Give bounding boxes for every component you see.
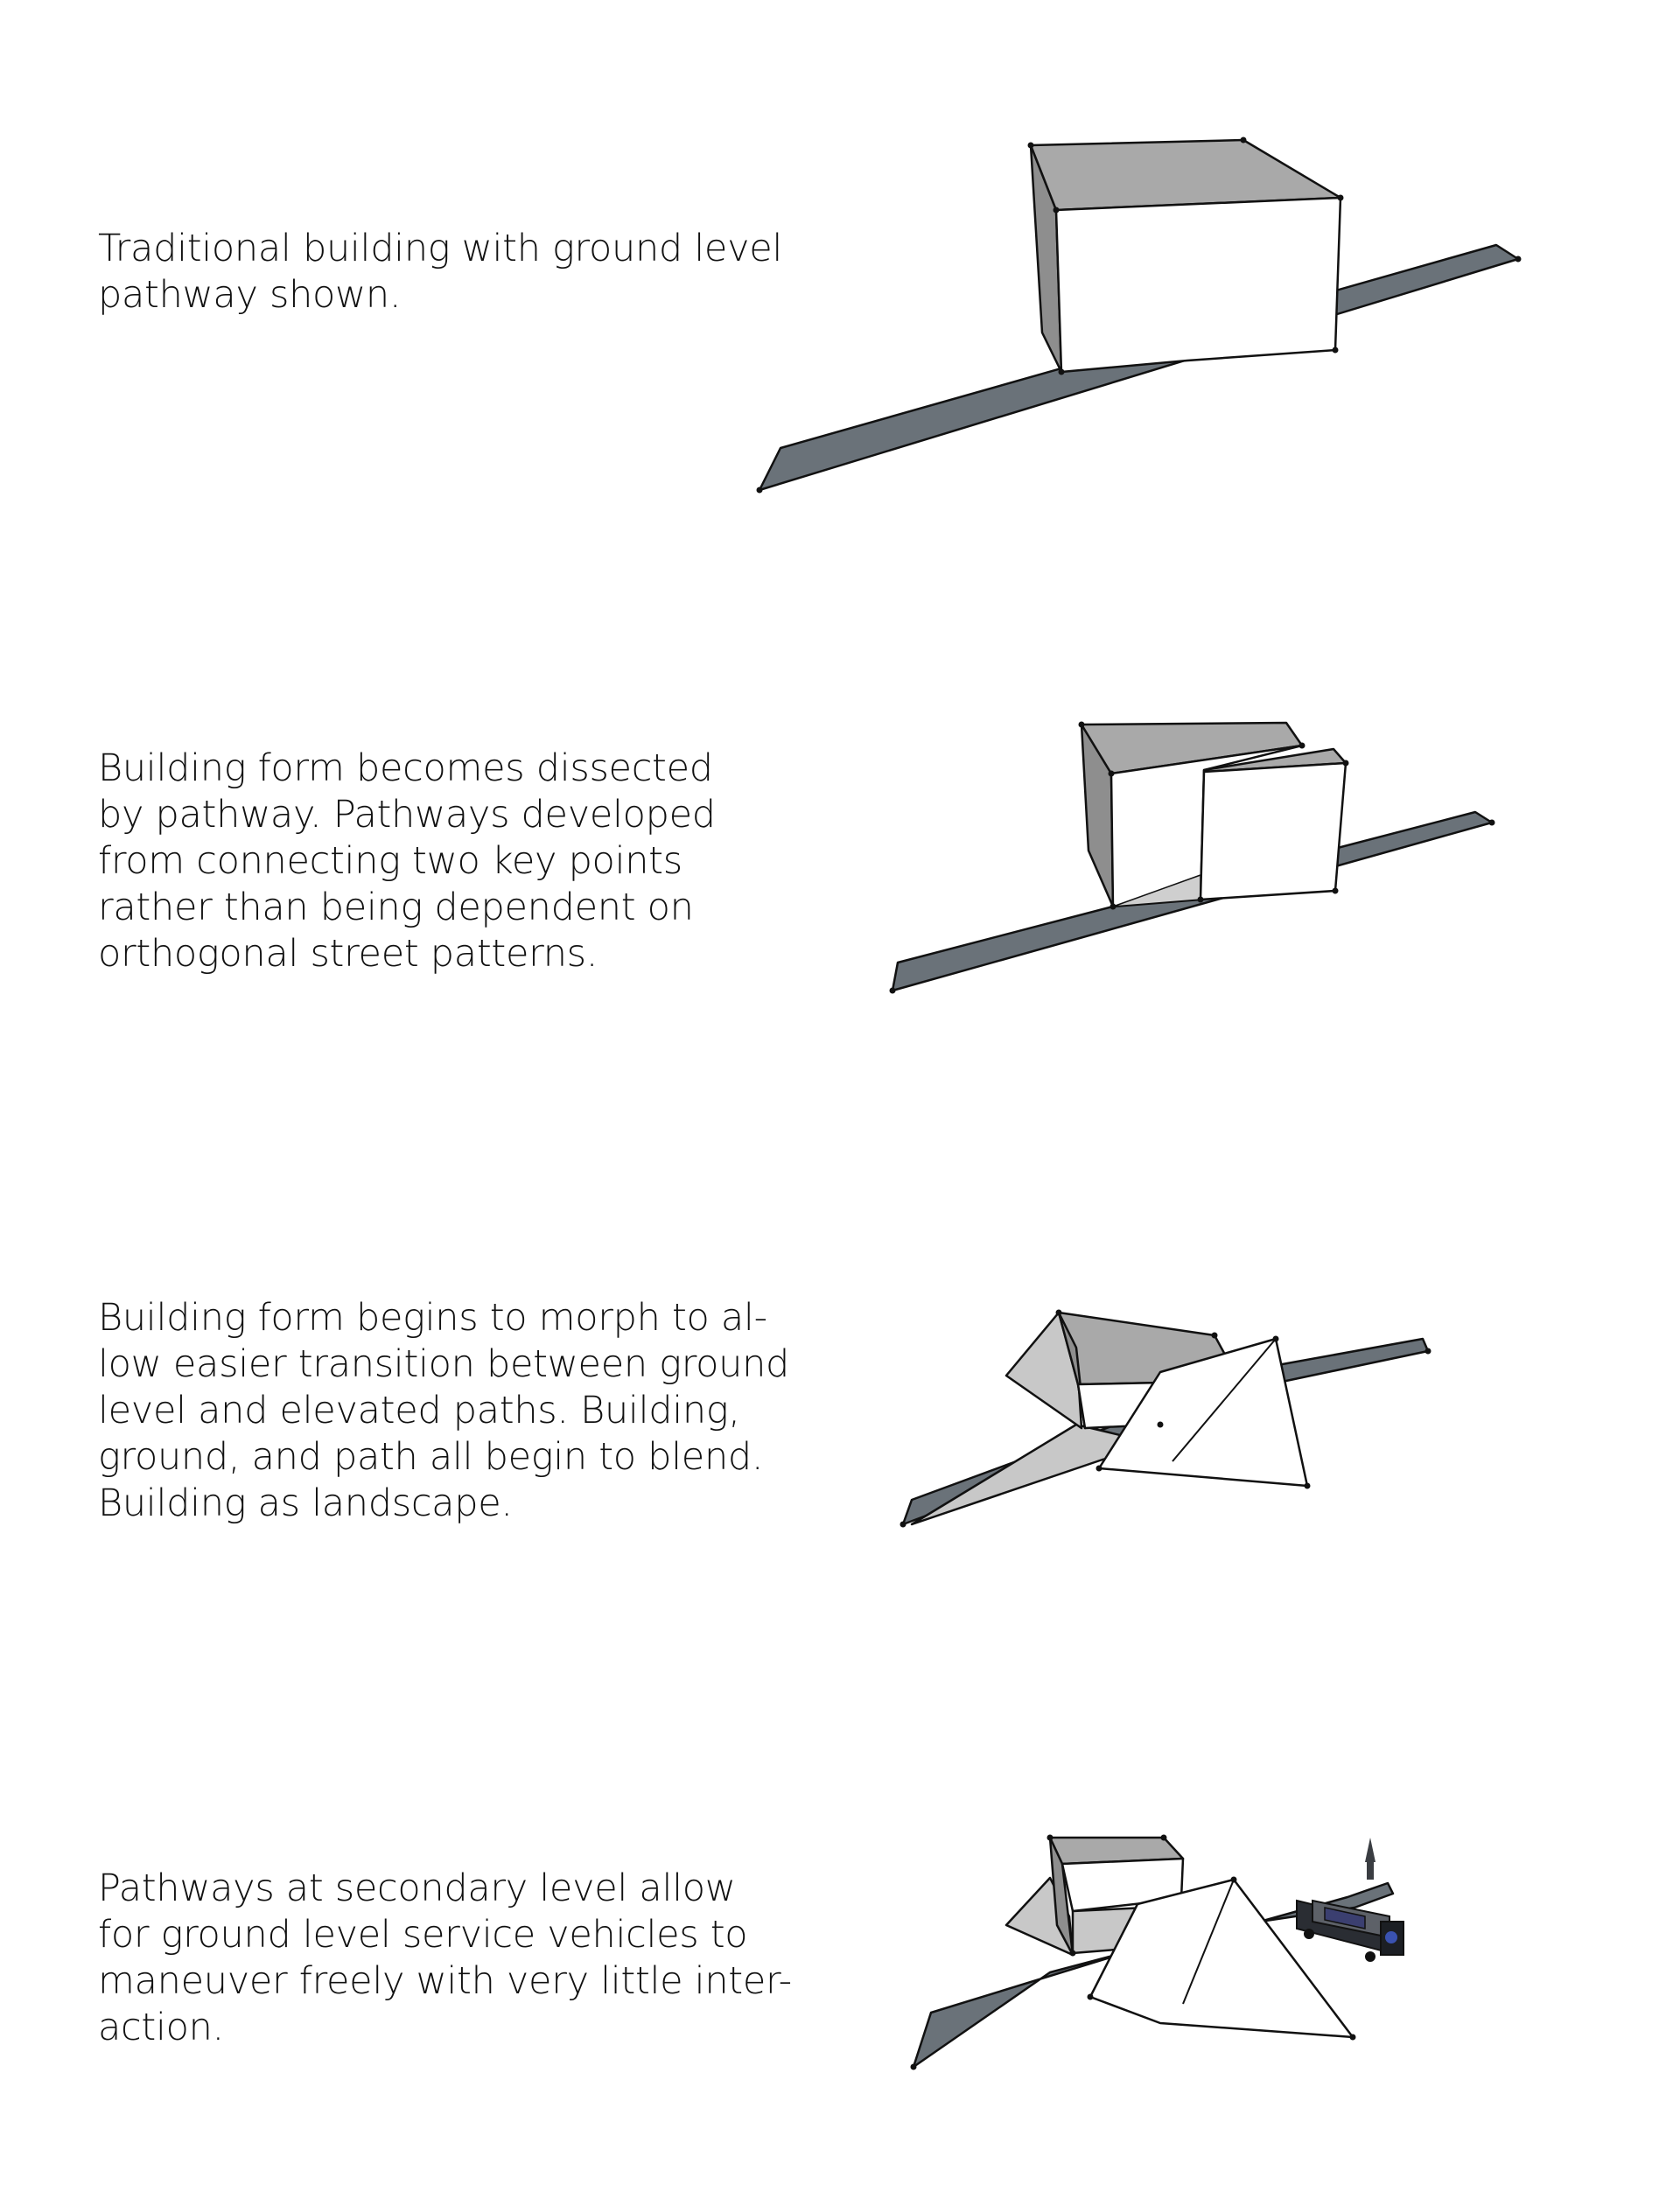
step-4-line-3: maneuver freely with very little inter- [98, 1959, 792, 2003]
diagram-2-right-front-face [1200, 763, 1346, 900]
diagram-1-front-face [1056, 198, 1340, 372]
step-2-line-4: rather than being dependent on [98, 886, 694, 929]
step-1-line-2: pathway shown. [98, 273, 402, 317]
diagram-2-dissected-building [890, 722, 1495, 994]
step-3-line-2: low easier transition between ground [98, 1342, 790, 1386]
diagram-3-morphing-building [900, 1310, 1432, 1528]
step-4-line-2: for ground level service vehicles to [98, 1913, 748, 1957]
step-2-line-1: Building form becomes dissected [98, 746, 713, 790]
step-1-line-1: Traditional building with ground level [98, 227, 783, 270]
step-2-line-5: orthogonal street patterns. [98, 932, 598, 976]
diagram-4-secondary-pathways [911, 1835, 1404, 2070]
step-3-line-3: level and elevated paths. Building, [98, 1389, 740, 1432]
diagram-4-lower-ramp [914, 1950, 1136, 2067]
step-4-line-1: Pathways at secondary level allow [98, 1866, 736, 1910]
step-3-line-4: ground, and path all begin to blend. [98, 1435, 764, 1479]
step-2-line-2: by pathway. Pathways developed [98, 793, 716, 837]
step-2-line-3: from connecting two key points [98, 839, 682, 883]
step-3-line-1: Building form begins to morph to al- [98, 1296, 767, 1340]
diagram-1-traditional-building [757, 137, 1522, 494]
step-4-line-4: action. [98, 2006, 224, 2049]
step-3-line-5: Building as landscape. [98, 1481, 513, 1525]
